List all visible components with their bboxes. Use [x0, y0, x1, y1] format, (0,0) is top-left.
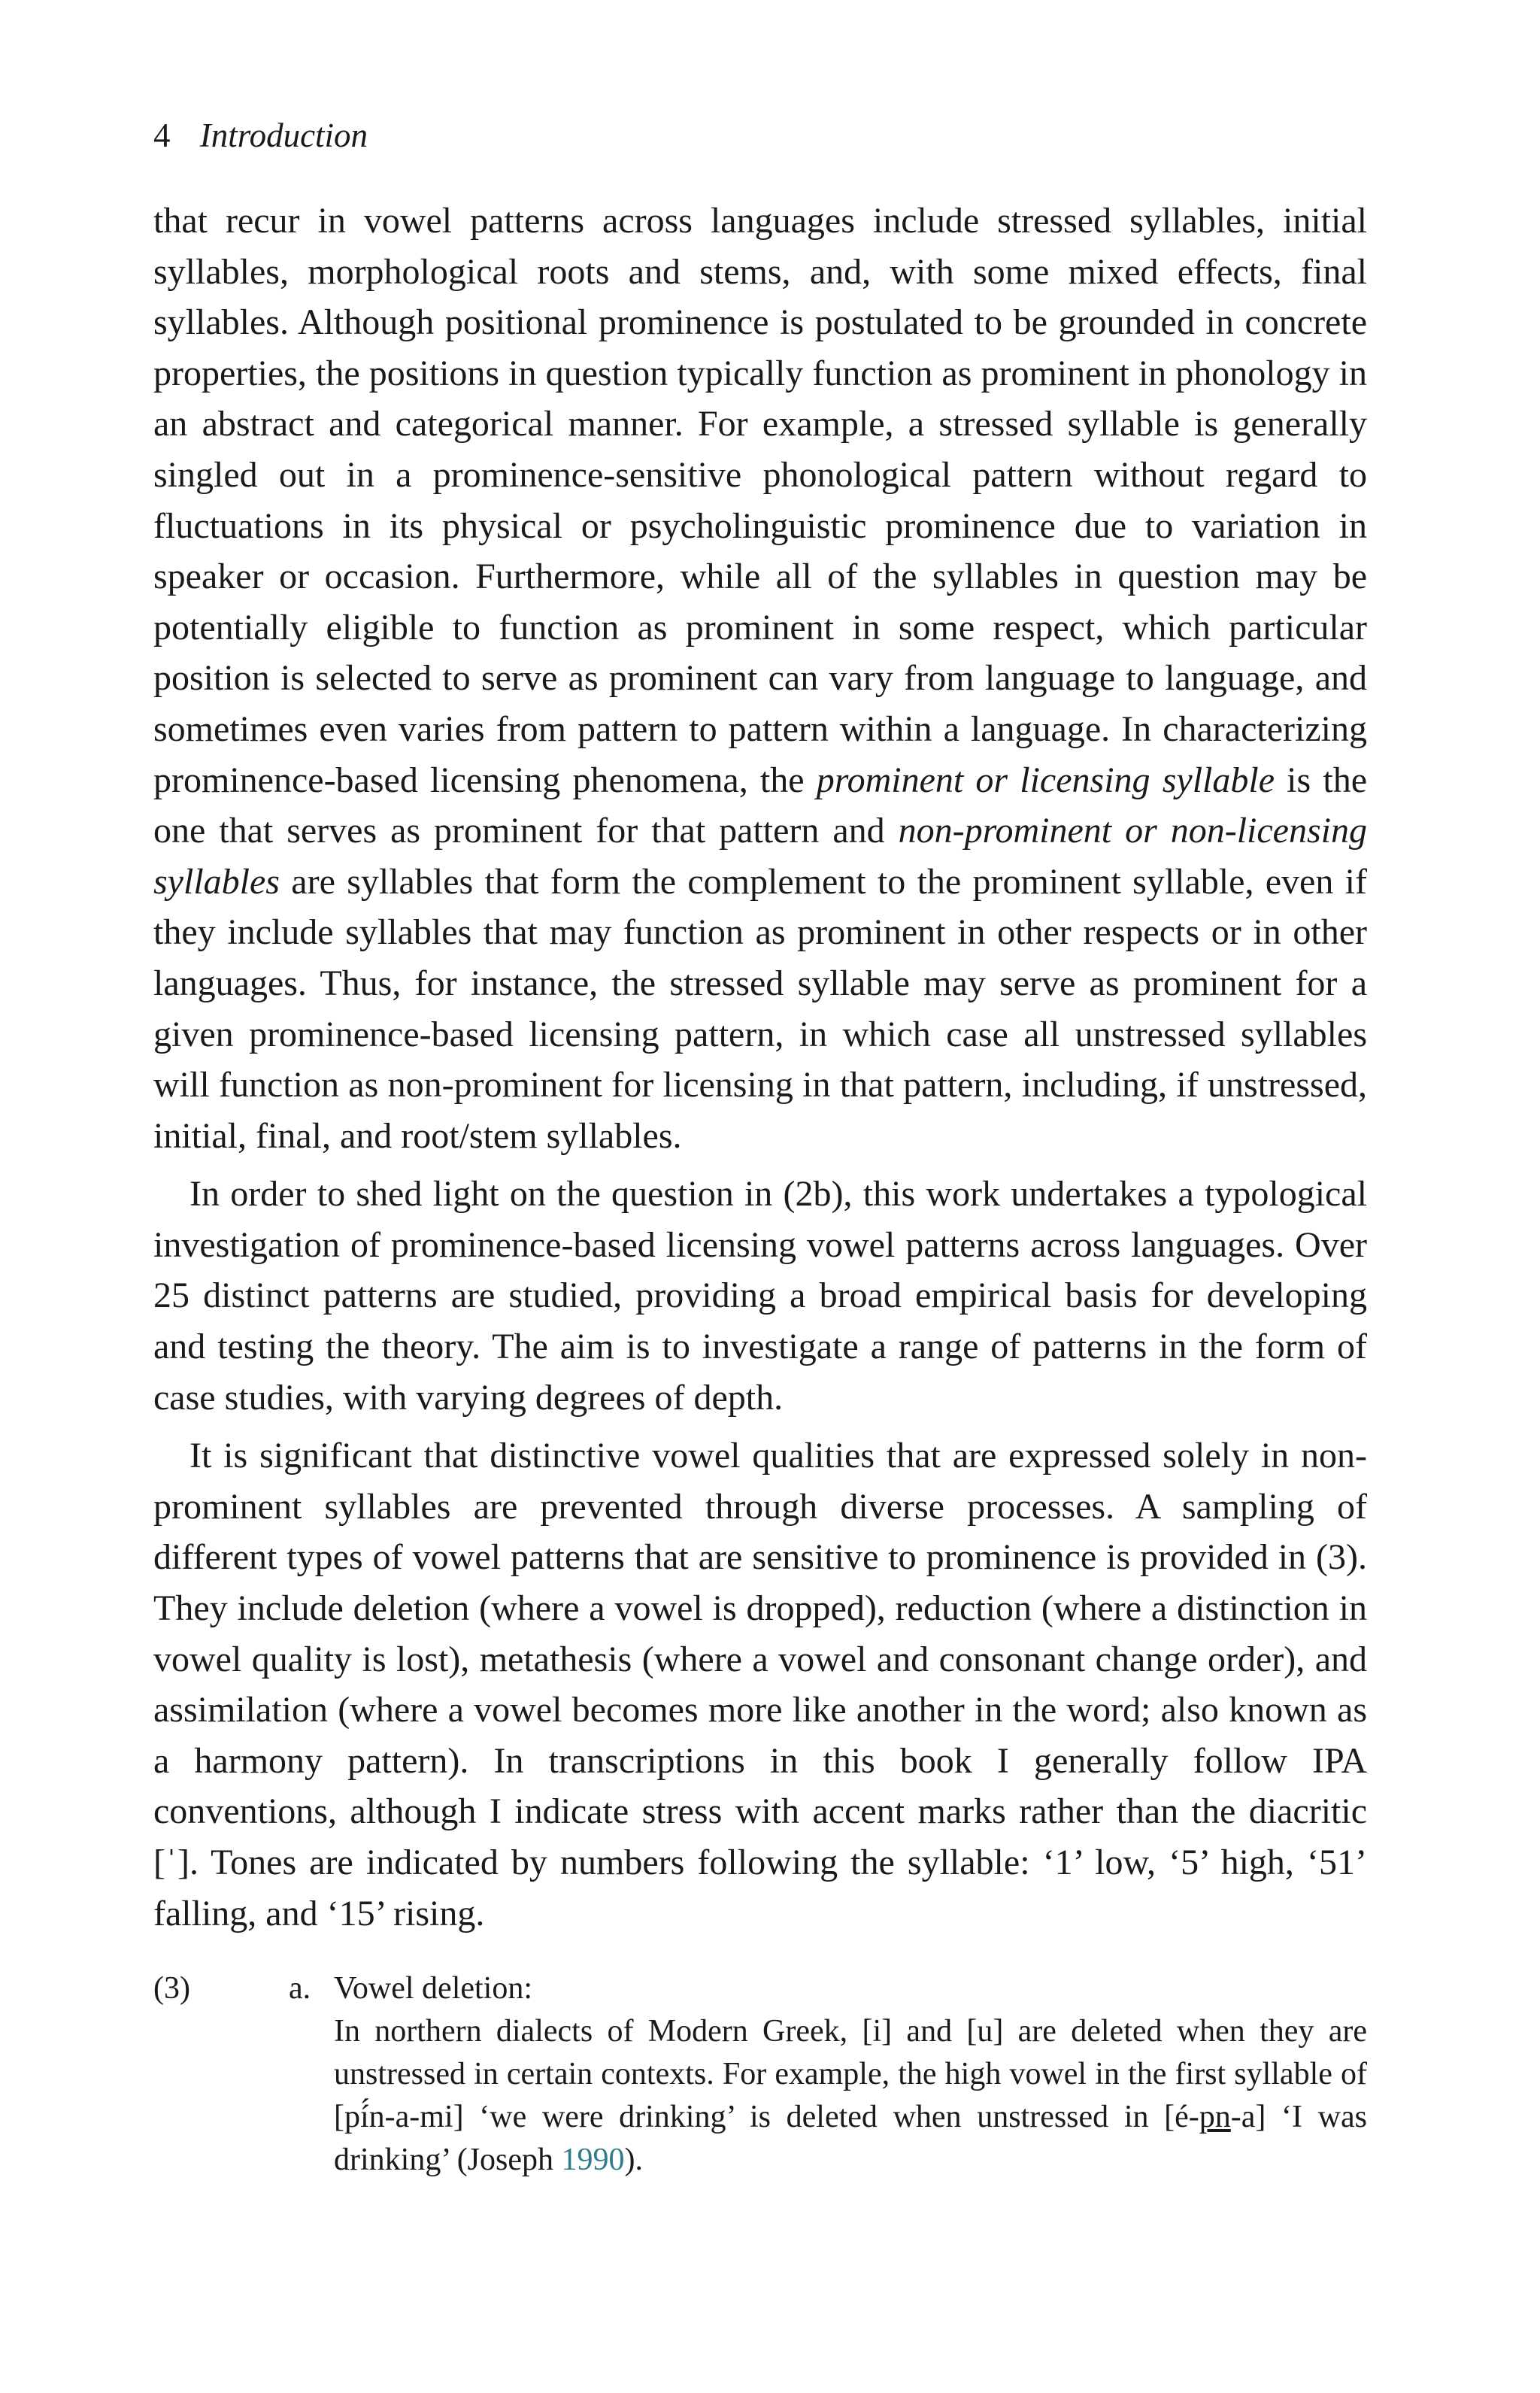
- term-prominent-syllable: prominent or licensing syllable: [816, 760, 1275, 800]
- paragraph-2: In order to shed light on the question in (2b), this work undertakes a typological investigation of prominence-based licensing vowel patterns across languages. Over 25 distinct patterns are studied, providing a broad empirical basis for developing and testing the theory. The aim is to investigate a range of patterns in the form of case studies, with varying degrees of depth.: [153, 1174, 1367, 1418]
- example-heading: Vowel deletion:: [334, 1971, 533, 2006]
- body-text: [153, 196, 1367, 1939]
- example-text-b: -a] ‘I was drinking’ (Joseph: [334, 2100, 1368, 2178]
- paragraph-1-part-b: is the one that serves as prominent for that pattern and: [153, 760, 1368, 851]
- paragraph-1-part-a: that recur in vowel patterns across languages include stressed syllables, initial syllables, morphological roots and stems, and, with some mixed effects, final syllables. Although positional prominence is postulated to be grounded in concrete properties, the positions in question typically function as prominent in phonology in an abstract and categorical manner. For example, a stressed syllable is generally singled out in a prominence-sensitive phonological pattern without regard to fluctuations in its physical or psycholinguistic prominence due to variation in speaker or occasion. Furthermore, while all of the syllables in question may be potentially eligible to function as prominent in some respect, which particular position is selected to serve as prominent can vary from language to language, and sometimes even varies from pattern to pattern within a language. In characterizing prominence-based licensing phenomena, the: [153, 201, 1367, 800]
- paragraph-3: It is significant that distinctive vowel qualities that are expressed solely in non-prominent syllables are prevented through diverse processes. A sampling of different types of vowel patterns that are sensitive to prominence is provided in (3). They include deletion (where a vowel is dropped), reduction (where a distinction in vowel quality is lost), metathesis (where a vowel and consonant change order), and assimilation (where a vowel becomes more like another in the word; also known as a harmony pattern). In transcriptions in this book I generally follow IPA conventions, although I indicate stress with accent marks rather than the diacritic [ˈ]. Tones are indicated by numbers following the syllable: ‘1’ low, ‘5’ high, ‘51’ falling, and ‘15’ rising.: [153, 1436, 1367, 1934]
- example-body: [334, 2010, 1367, 2182]
- running-head: [153, 113, 1367, 158]
- example-text-a: In northern dialects of Modern Greek, [i] and [u] are deleted when they are unstressed in certain contexts. For example, the high vowel in the first syllable of [pí́n-a-mi] ‘we were drinking’ is deleted when unstressed in [é-: [334, 2014, 1367, 2135]
- term-non-prominent-syllables: non-prominent or non-licensing syllables: [153, 811, 1367, 902]
- citation-link-joseph-1990[interactable]: 1990: [561, 2143, 625, 2178]
- page-number: 4: [153, 117, 171, 154]
- example-3: [153, 1967, 1367, 2182]
- example-underlined-cluster: pn: [1199, 2100, 1231, 2135]
- paragraph-1: [153, 196, 1367, 1161]
- running-title: Introduction: [199, 117, 368, 154]
- paragraph-1-part-c: are syllables that form the complement to the prominent syllable, even if they include syllables that may function as prominent in other respects or in other languages. Thus, for instance, the stressed syllable may serve as prominent for a given prominence-based licensing pattern, in which case all unstressed syllables will function as non-prominent for licensing in that pattern, including, if unstressed, initial, final, and root/stem syllables.: [153, 861, 1367, 1156]
- example-number: (3): [153, 1971, 190, 2006]
- example-letter: a.: [289, 1971, 311, 2006]
- example-text-c: ).: [624, 2143, 644, 2178]
- page: [153, 113, 1367, 2182]
